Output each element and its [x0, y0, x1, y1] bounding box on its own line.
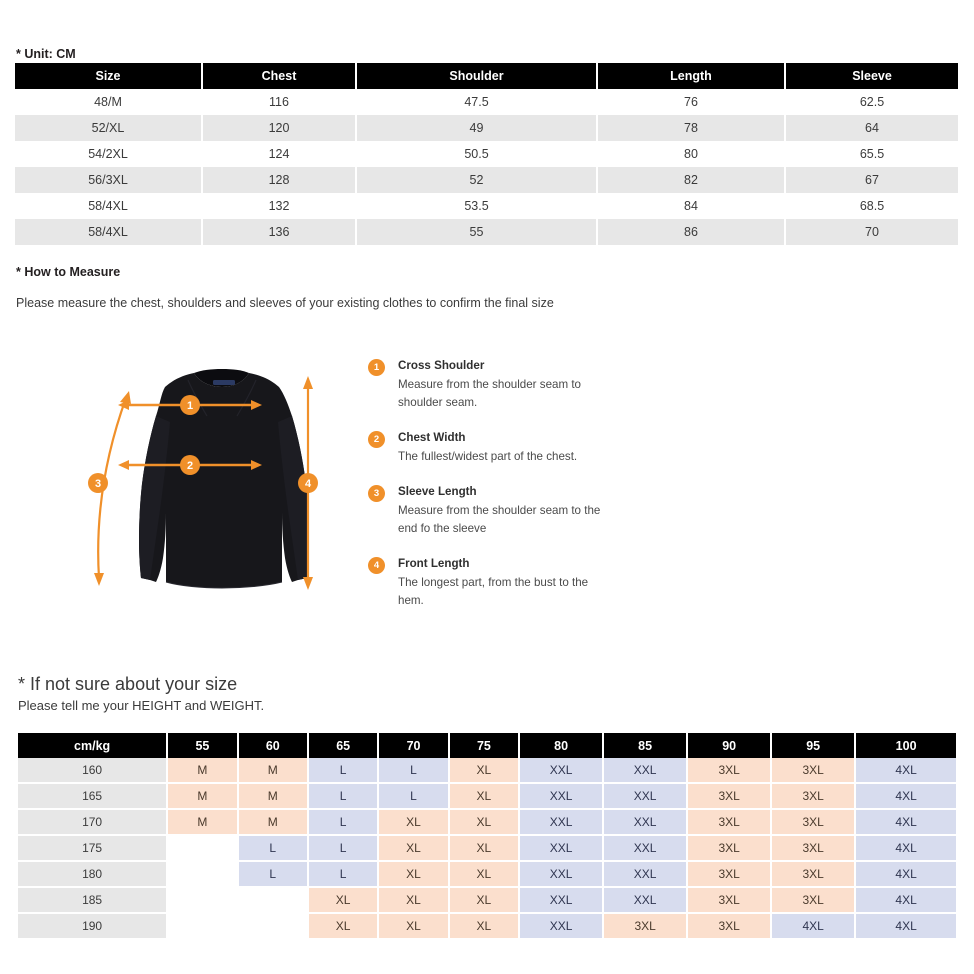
size-chart-cell-sleeve: 65.5 [785, 141, 958, 167]
matrix-size-cell: 3XL [604, 914, 688, 940]
size-chart-cell-chest: 120 [202, 115, 356, 141]
matrix-size-cell: L [309, 758, 379, 784]
matrix-size-cell [239, 914, 309, 940]
size-chart-col-size: Size [15, 63, 202, 89]
matrix-row [18, 914, 956, 940]
matrix-size-cell: M [168, 758, 238, 784]
svg-text:1: 1 [186, 400, 194, 412]
size-chart-cell-shoulder: 53.5 [356, 193, 597, 219]
matrix-size-cell: L [379, 758, 449, 784]
matrix-size-cell: 3XL [772, 784, 856, 810]
matrix-size-cell: 3XL [772, 888, 856, 914]
illustration-badge-3 [88, 473, 108, 493]
matrix-size-cell: XXL [520, 862, 604, 888]
matrix-size-cell: XL [309, 888, 379, 914]
size-chart-col-length: Length [597, 63, 785, 89]
how-to-measure-heading: * How to Measure [16, 265, 121, 279]
matrix-size-cell: L [239, 862, 309, 888]
illustration-badge-1 [180, 395, 200, 415]
matrix-size-cell: 4XL [856, 888, 956, 914]
matrix-size-cell: 3XL [688, 888, 772, 914]
matrix-height-label: 185 [18, 888, 168, 914]
matrix-weight-header: 95 [772, 733, 856, 758]
measurement-title: Chest Width [398, 431, 466, 444]
svg-text:4: 4 [304, 478, 312, 490]
matrix-size-cell: M [239, 810, 309, 836]
matrix-size-cell: M [239, 784, 309, 810]
measurement-description: The longest part, from the bust to the hem. [398, 576, 589, 607]
size-chart-col-shoulder: Shoulder [356, 63, 597, 89]
size-chart-cell-sleeve: 70 [785, 219, 958, 245]
measurement-instruction-list [368, 358, 618, 628]
size-chart-row [15, 141, 958, 167]
size-chart-col-chest: Chest [202, 63, 356, 89]
size-chart-cell-chest: 128 [202, 167, 356, 193]
matrix-row [18, 862, 956, 888]
arrow-head-top-4 [303, 376, 313, 389]
size-chart-cell-chest: 136 [202, 219, 356, 245]
matrix-size-cell: 3XL [688, 862, 772, 888]
size-chart-col-sleeve: Sleeve [785, 63, 958, 89]
how-to-measure-subtext: Please measure the chest, shoulders and sleeves of your existing clothes to confirm the final size [16, 296, 554, 310]
matrix-size-cell: XXL [604, 862, 688, 888]
measurement-number-badge: 1 [368, 359, 385, 376]
matrix-weight-header: 60 [239, 733, 309, 758]
matrix-size-cell: 3XL [688, 758, 772, 784]
measurement-title: Cross Shoulder [398, 359, 485, 372]
matrix-header-row [18, 733, 956, 758]
size-chart-cell-sleeve: 68.5 [785, 193, 958, 219]
size-chart-row [15, 219, 958, 245]
matrix-size-cell: XXL [520, 810, 604, 836]
arrow-head-bottom-3 [94, 573, 104, 586]
size-chart-cell-size: 56/3XL [15, 167, 202, 193]
matrix-size-cell: 4XL [856, 784, 956, 810]
matrix-size-cell: XXL [520, 888, 604, 914]
matrix-size-cell: 4XL [772, 914, 856, 940]
matrix-size-cell: M [168, 784, 238, 810]
matrix-size-cell: XXL [604, 810, 688, 836]
matrix-size-cell: 3XL [688, 836, 772, 862]
size-chart-cell-sleeve: 64 [785, 115, 958, 141]
matrix-height-label: 165 [18, 784, 168, 810]
measurement-number-badge: 3 [368, 485, 385, 502]
matrix-size-cell: 3XL [688, 784, 772, 810]
size-chart-cell-length: 82 [597, 167, 785, 193]
matrix-size-cell: XL [379, 836, 449, 862]
matrix-corner-label: cm/kg [18, 733, 168, 758]
matrix-size-cell: 4XL [856, 862, 956, 888]
size-chart-cell-length: 80 [597, 141, 785, 167]
matrix-size-cell: XXL [520, 758, 604, 784]
matrix-size-cell: XL [379, 914, 449, 940]
size-chart-header-row [15, 63, 958, 89]
size-chart-cell-length: 86 [597, 219, 785, 245]
matrix-size-cell: L [309, 862, 379, 888]
size-chart-row [15, 89, 958, 115]
matrix-size-cell: XXL [604, 888, 688, 914]
matrix-size-cell: 4XL [856, 810, 956, 836]
matrix-size-cell: XXL [604, 836, 688, 862]
size-chart-cell-length: 76 [597, 89, 785, 115]
matrix-weight-header: 80 [520, 733, 604, 758]
garment-illustration [70, 360, 340, 610]
matrix-size-cell [168, 862, 238, 888]
size-chart-cell-size: 58/4XL [15, 193, 202, 219]
matrix-size-cell: XXL [604, 784, 688, 810]
matrix-weight-header: 100 [856, 733, 956, 758]
illustration-badge-2 [180, 455, 200, 475]
matrix-row [18, 810, 956, 836]
not-sure-heading: * If not sure about your size [18, 674, 238, 694]
size-chart-cell-shoulder: 49 [356, 115, 597, 141]
sweater-graphic [139, 369, 309, 588]
size-chart-table [15, 63, 958, 245]
measurement-title: Sleeve Length [398, 485, 477, 498]
matrix-weight-header: 55 [168, 733, 238, 758]
matrix-weight-header: 90 [688, 733, 772, 758]
svg-text:3: 3 [94, 478, 102, 490]
matrix-height-label: 175 [18, 836, 168, 862]
svg-text:2: 2 [186, 460, 194, 472]
matrix-size-cell: 4XL [856, 836, 956, 862]
height-weight-matrix-table [18, 733, 956, 940]
matrix-row [18, 836, 956, 862]
matrix-size-cell: XXL [520, 914, 604, 940]
size-chart-cell-shoulder: 55 [356, 219, 597, 245]
matrix-size-cell: XL [450, 914, 520, 940]
measurement-number-badge: 2 [368, 431, 385, 448]
matrix-size-cell: L [309, 836, 379, 862]
size-chart-row [15, 193, 958, 219]
measurement-title: Front Length [398, 557, 470, 570]
matrix-size-cell: XL [379, 888, 449, 914]
arrow-head-top-3 [120, 391, 131, 404]
measurement-item [368, 484, 618, 538]
size-chart-cell-size: 58/4XL [15, 219, 202, 245]
matrix-row [18, 784, 956, 810]
matrix-size-cell: XL [450, 784, 520, 810]
matrix-size-cell: M [168, 810, 238, 836]
measurement-item [368, 358, 618, 412]
matrix-size-cell: XL [450, 758, 520, 784]
size-chart-cell-chest: 132 [202, 193, 356, 219]
matrix-size-cell [168, 836, 238, 862]
size-chart-cell-sleeve: 62.5 [785, 89, 958, 115]
matrix-size-cell [239, 888, 309, 914]
arrow-head-left-2 [118, 460, 129, 470]
matrix-size-cell: XL [309, 914, 379, 940]
matrix-size-cell: XXL [520, 836, 604, 862]
size-chart-cell-shoulder: 50.5 [356, 141, 597, 167]
matrix-weight-header: 75 [450, 733, 520, 758]
size-chart-cell-size: 48/M [15, 89, 202, 115]
matrix-size-cell: XL [450, 836, 520, 862]
matrix-size-cell: XL [450, 888, 520, 914]
unit-note: * Unit: CM [16, 47, 76, 61]
matrix-size-cell: 4XL [856, 758, 956, 784]
size-chart-cell-length: 78 [597, 115, 785, 141]
matrix-size-cell: M [239, 758, 309, 784]
matrix-height-label: 180 [18, 862, 168, 888]
matrix-weight-header: 70 [379, 733, 449, 758]
not-sure-subtext: Please tell me your HEIGHT and WEIGHT. [18, 698, 265, 713]
matrix-size-cell: XXL [604, 758, 688, 784]
arrow-head-bottom-4 [303, 577, 313, 590]
matrix-size-cell: 4XL [856, 914, 956, 940]
matrix-size-cell: XL [450, 862, 520, 888]
matrix-size-cell: XL [379, 810, 449, 836]
matrix-size-cell: 3XL [688, 810, 772, 836]
matrix-size-cell [168, 888, 238, 914]
matrix-height-label: 160 [18, 758, 168, 784]
illustration-badge-4 [298, 473, 318, 493]
matrix-size-cell: XL [379, 862, 449, 888]
size-chart-cell-size: 52/XL [15, 115, 202, 141]
matrix-row [18, 888, 956, 914]
matrix-size-cell: 3XL [772, 758, 856, 784]
measurement-item [368, 430, 618, 466]
matrix-weight-header: 65 [309, 733, 379, 758]
measurement-description: The fullest/widest part of the chest. [398, 450, 578, 463]
matrix-size-cell: L [309, 784, 379, 810]
matrix-size-cell: L [239, 836, 309, 862]
matrix-size-cell: L [309, 810, 379, 836]
matrix-size-cell: XXL [520, 784, 604, 810]
size-chart-row [15, 167, 958, 193]
matrix-height-label: 190 [18, 914, 168, 940]
size-chart-cell-chest: 124 [202, 141, 356, 167]
size-chart-row [15, 115, 958, 141]
matrix-size-cell: L [379, 784, 449, 810]
matrix-size-cell: 3XL [772, 810, 856, 836]
matrix-size-cell [168, 914, 238, 940]
size-chart-cell-size: 54/2XL [15, 141, 202, 167]
size-chart-cell-sleeve: 67 [785, 167, 958, 193]
size-chart-cell-shoulder: 47.5 [356, 89, 597, 115]
matrix-size-cell: 3XL [772, 862, 856, 888]
size-chart-cell-chest: 116 [202, 89, 356, 115]
matrix-row [18, 758, 956, 784]
matrix-size-cell: 3XL [688, 914, 772, 940]
matrix-size-cell: 3XL [772, 836, 856, 862]
matrix-height-label: 170 [18, 810, 168, 836]
measurement-description: Measure from the shoulder seam to shoulder seam. [398, 378, 582, 409]
matrix-size-cell: XL [450, 810, 520, 836]
measurement-description: Measure from the shoulder seam to the end fo the sleeve [398, 504, 601, 535]
measurement-item [368, 556, 618, 610]
measurement-number-badge: 4 [368, 557, 385, 574]
size-chart-cell-shoulder: 52 [356, 167, 597, 193]
matrix-weight-header: 85 [604, 733, 688, 758]
size-chart-cell-length: 84 [597, 193, 785, 219]
